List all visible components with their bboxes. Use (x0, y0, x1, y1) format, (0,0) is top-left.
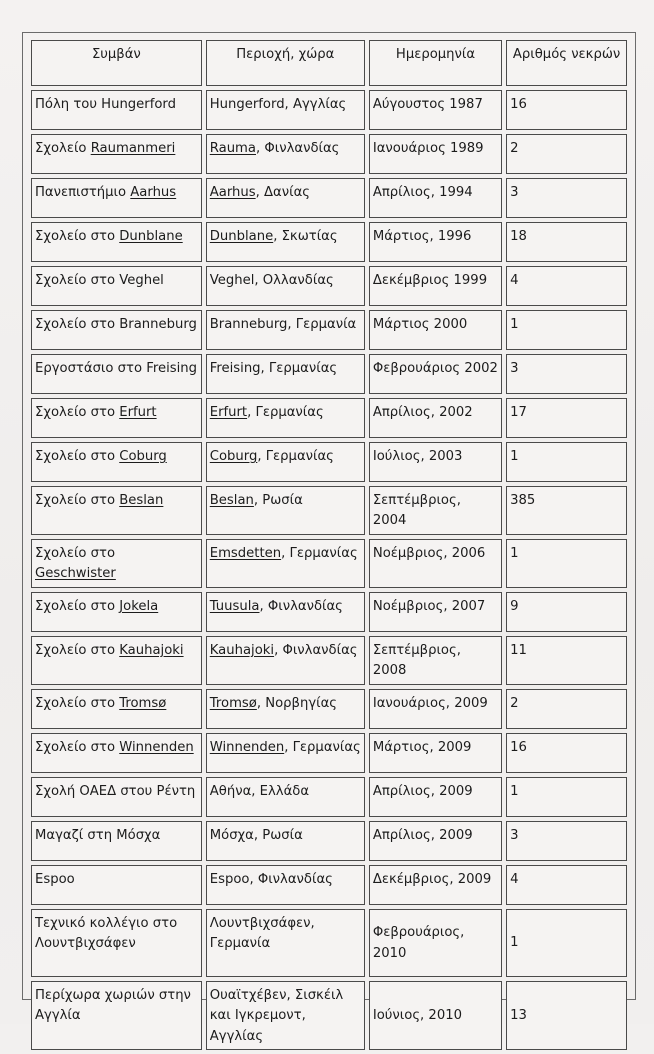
event-text: Σχολείο στο (35, 642, 120, 658)
table-row (31, 821, 627, 861)
location-link[interactable]: Rauma (209, 141, 256, 156)
location-text: , Νορβηγίας (256, 695, 338, 711)
location-cell (206, 486, 365, 535)
table-row (31, 90, 627, 130)
date-cell (369, 909, 502, 977)
event-text: Πόλη του Hungerford (35, 97, 176, 112)
location-cell (206, 539, 365, 588)
event-cell (31, 486, 202, 535)
deaths-cell: 17 (506, 398, 627, 438)
location-text: , Γερμανίας (247, 405, 324, 420)
header-date: Ημερομηνία (369, 40, 502, 86)
deaths-cell: 3 (506, 178, 627, 218)
event-cell (31, 689, 202, 729)
table-row (31, 486, 627, 535)
event-cell (31, 865, 202, 905)
location-link[interactable]: Erfurt (209, 405, 248, 420)
location-text: Μόσχα, Ρωσία (209, 827, 303, 843)
event-cell (31, 733, 202, 773)
event-cell (31, 178, 202, 218)
event-cell (31, 821, 202, 861)
location-cell (206, 90, 365, 130)
date-cell: Απρίλιος, 2002 (369, 398, 502, 438)
date-cell: Μάρτιος, 2009 (369, 733, 502, 773)
location-link[interactable]: Aarhus (209, 185, 256, 200)
date-cell: Νοέμβριος, 2007 (369, 592, 502, 632)
event-link[interactable]: Raumanmeri (90, 141, 176, 156)
table-row (31, 909, 627, 977)
date-cell: Απρίλιος, 2009 (369, 777, 502, 817)
location-cell (206, 134, 365, 174)
date-line-1: Φεβρουάριος, (372, 925, 465, 941)
deaths-cell: 13 (506, 981, 627, 1050)
location-text: , Γερμανίας (281, 545, 358, 561)
event-link[interactable]: Kauhajoki (119, 642, 184, 658)
location-line-2: Γερμανία (209, 936, 271, 952)
deaths-cell: 2 (506, 689, 627, 729)
date-cell: Δεκέμβριος, 2009 (369, 865, 502, 905)
event-cell (31, 636, 202, 685)
location-cell (206, 398, 365, 438)
location-text: Branneburg, Γερμανία (209, 317, 357, 332)
event-text: Σχολείο στο (35, 449, 120, 464)
date-cell: Ιανουάριος 1989 (369, 134, 502, 174)
location-cell (206, 821, 365, 861)
event-cell (31, 354, 202, 394)
deaths-cell: 3 (506, 821, 627, 861)
location-cell (206, 592, 365, 632)
location-link[interactable]: Emsdetten (209, 545, 282, 561)
deaths-cell: 3 (506, 354, 627, 394)
location-line-1: Λουντβιχσάφεν, (209, 915, 315, 931)
event-link[interactable]: Geschwister (35, 566, 116, 582)
location-cell (206, 310, 365, 350)
location-line-1: Ουαϊτχέβεν, Σισκέιλ (209, 987, 344, 1003)
event-cell (31, 909, 202, 977)
event-text: Espoo (35, 871, 75, 887)
location-link[interactable]: Tuusula (209, 598, 260, 614)
date-cell: Αύγουστος 1987 (369, 90, 502, 130)
header-row (31, 40, 627, 86)
location-cell (206, 689, 365, 729)
deaths-cell: 1 (506, 539, 627, 588)
event-cell (31, 442, 202, 482)
location-text: , Δανίας (255, 185, 311, 200)
event-text: Σχολείο στο Branneburg (35, 317, 197, 332)
location-cell (206, 442, 365, 482)
location-link[interactable]: Tromsø (209, 695, 257, 711)
table-row (31, 539, 627, 588)
table-row (31, 266, 627, 306)
event-text: Σχολείο στο (35, 405, 120, 420)
date-line-2: 2010 (372, 945, 407, 961)
table-row (31, 134, 627, 174)
deaths-cell: 4 (506, 266, 627, 306)
location-cell (206, 354, 365, 394)
date-cell: Σεπτέμβριος, 2004 (369, 486, 502, 535)
event-link[interactable]: Beslan (119, 493, 164, 508)
deaths-cell: 18 (506, 222, 627, 262)
event-cell (31, 777, 202, 817)
location-text: Hungerford, Αγγλίας (209, 97, 347, 112)
location-link[interactable]: Winnenden (209, 739, 285, 755)
deaths-cell: 16 (506, 90, 627, 130)
event-text: Σχολή ΟΑΕΔ στου Ρέντη (35, 783, 196, 799)
location-text: , Γερμανίας (257, 449, 334, 464)
event-text: Σχολείο στο (35, 229, 120, 244)
event-text: Σχολείο στο Veghel (35, 273, 164, 288)
date-cell: Μάρτιος 2000 (369, 310, 502, 350)
date-cell: Σεπτέμβριος, 2008 (369, 636, 502, 685)
table-body (31, 90, 627, 1050)
deaths-cell: 1 (506, 310, 627, 350)
location-text: , Φινλανδίας (274, 642, 358, 658)
location-text: , Σκωτίας (273, 229, 338, 244)
event-line-2: Λουντβιχσάφεν (35, 936, 136, 952)
event-line-1: Περίχωρα χωριών στην (35, 987, 191, 1003)
deaths-cell: 1 (506, 442, 627, 482)
deaths-cell: 4 (506, 865, 627, 905)
location-link[interactable]: Coburg (209, 449, 258, 464)
table-row (31, 733, 627, 773)
deaths-cell: 16 (506, 733, 627, 773)
event-cell (31, 981, 202, 1050)
location-cell (206, 222, 365, 262)
event-cell (31, 222, 202, 262)
event-text: Μαγαζί στη Μόσχα (35, 827, 161, 843)
location-cell (206, 178, 365, 218)
location-text: Freising, Γερμανίας (209, 361, 338, 376)
incidents-table (27, 36, 631, 1054)
header-deaths: Αριθμός νεκρών (506, 40, 627, 86)
location-link[interactable]: Dunblane (209, 229, 274, 244)
date-cell: Φεβρουάριος 2002 (369, 354, 502, 394)
location-cell (206, 266, 365, 306)
event-text: Σχολείο στο (35, 739, 120, 755)
date-cell: Ιανουάριος, 2009 (369, 689, 502, 729)
table-row (31, 592, 627, 632)
location-text: , Γερμανίας (284, 739, 361, 755)
location-cell (206, 981, 365, 1050)
event-text: Εργοστάσιο στο Freising (35, 361, 198, 376)
header-location: Περιοχή, χώρα (206, 40, 365, 86)
event-link[interactable]: Dunblane (119, 229, 183, 244)
date-cell (369, 981, 502, 1050)
location-text: Espoo, Φινλανδίας (209, 871, 333, 887)
location-link[interactable]: Kauhajoki (209, 642, 275, 658)
location-text: Veghel, Ολλανδίας (209, 273, 334, 288)
header-event: Συμβάν (31, 40, 202, 86)
event-text: Σχολείο (35, 141, 91, 156)
event-text: Σχολείο στο (35, 598, 120, 614)
table-row (31, 689, 627, 729)
event-cell (31, 310, 202, 350)
table-row (31, 178, 627, 218)
date-cell: Απρίλιος, 2009 (369, 821, 502, 861)
event-cell (31, 398, 202, 438)
event-link[interactable]: Aarhus (130, 185, 177, 200)
event-line-2: Αγγλία (35, 1008, 81, 1024)
table-row (31, 442, 627, 482)
deaths-cell: 2 (506, 134, 627, 174)
deaths-cell: 385 (506, 486, 627, 535)
event-cell (31, 266, 202, 306)
table-row (31, 777, 627, 817)
deaths-cell: 1 (506, 777, 627, 817)
location-text: , Φινλανδίας (256, 141, 340, 156)
table-row (31, 981, 627, 1050)
event-text: Σχολείο στο (35, 545, 116, 561)
table-row (31, 636, 627, 685)
deaths-cell: 1 (506, 909, 627, 977)
event-link[interactable]: Tromsø (119, 695, 167, 711)
location-cell (206, 909, 365, 977)
location-cell (206, 777, 365, 817)
date-line-1: Ιούνιος, 2010 (372, 1008, 462, 1024)
date-cell: Νοέμβριος, 2006 (369, 539, 502, 588)
event-link[interactable]: Erfurt (119, 405, 157, 420)
location-text: , Φινλανδίας (259, 598, 343, 614)
deaths-cell: 9 (506, 592, 627, 632)
location-text: Αθήνα, Ελλάδα (209, 783, 310, 799)
event-cell (31, 539, 202, 588)
table-row (31, 354, 627, 394)
location-link[interactable]: Beslan (209, 493, 254, 508)
date-cell: Μάρτιος, 1996 (369, 222, 502, 262)
event-link[interactable]: Coburg (119, 449, 167, 464)
table-row (31, 398, 627, 438)
event-link[interactable]: Winnenden (119, 739, 194, 755)
location-cell (206, 865, 365, 905)
deaths-cell: 11 (506, 636, 627, 685)
table-row (31, 310, 627, 350)
event-link[interactable]: Jokela (119, 598, 159, 614)
location-text: , Ρωσία (253, 493, 303, 508)
event-cell (31, 134, 202, 174)
location-line-2: και Ιγκρεμοντ, Αγγλίας (209, 1008, 306, 1044)
event-cell (31, 90, 202, 130)
event-line-1: Τεχνικό κολλέγιο στο (35, 915, 178, 931)
date-cell: Ιούλιος, 2003 (369, 442, 502, 482)
event-cell (31, 592, 202, 632)
table-row (31, 222, 627, 262)
event-text: Πανεπιστήμιο (35, 185, 131, 200)
location-cell (206, 733, 365, 773)
location-cell (206, 636, 365, 685)
date-cell: Δεκέμβριος 1999 (369, 266, 502, 306)
event-text: Σχολείο στο (35, 493, 120, 508)
event-text: Σχολείο στο (35, 695, 120, 711)
date-cell: Απρίλιος, 1994 (369, 178, 502, 218)
table-row (31, 865, 627, 905)
